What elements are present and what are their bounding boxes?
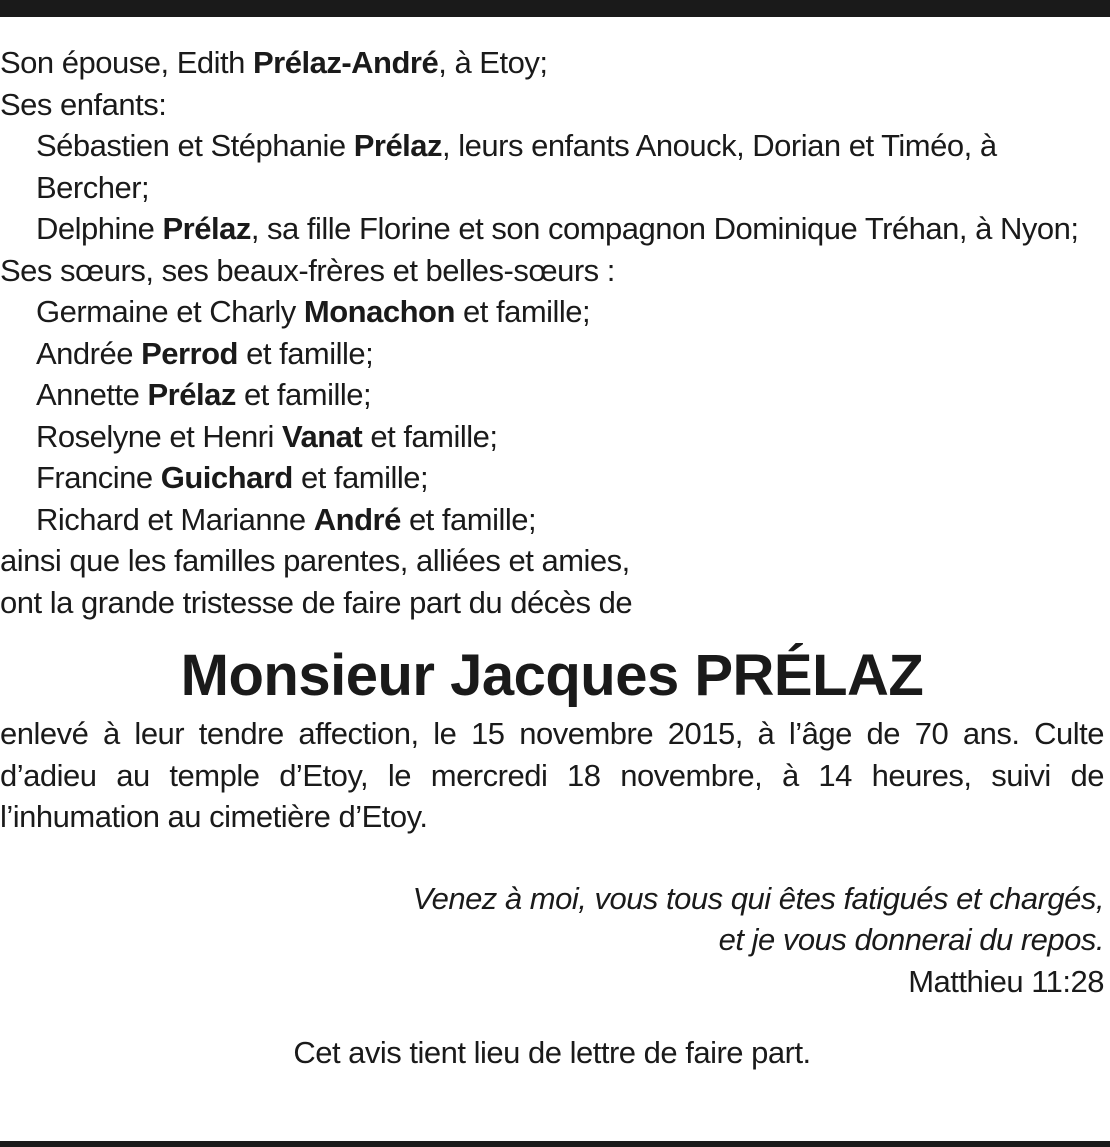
child-surname: Prélaz [162, 211, 251, 246]
child-suffix: , sa fille Florine et son compagnon Dominique Tréhan, à Nyon; [250, 211, 1079, 246]
deceased-name: Monsieur Jacques PRÉLAZ [180, 643, 924, 708]
sibling-entry [0, 374, 1104, 416]
sibling-suffix: et famille; [235, 377, 372, 412]
details-paragraph: enlevé à leur tendre affection, le 15 novembre 2015, à l’âge de 70 ans. Culte d’adieu au temple d’Etoy, le mercredi 18 novembre, à 14 heures, suivi de l’inhumation au cimetière d’Etoy. [0, 716, 1104, 834]
sibling-prefix: Richard et Marianne [36, 501, 314, 537]
sibling-prefix: Roselyne et Henri [36, 418, 283, 454]
sibling-prefix: Andrée [36, 335, 142, 371]
sibling-surname: Perrod [141, 335, 238, 371]
spouse-name: Prélaz-André [252, 45, 439, 80]
sibling-prefix: Annette [36, 377, 148, 412]
spouse-suffix: , à Etoy; [438, 45, 548, 80]
sibling-suffix: et famille; [292, 460, 429, 495]
spouse-line [0, 42, 1104, 84]
sibling-suffix: et famille; [400, 501, 537, 537]
verse-line-2: et je vous donnerai du repos. [718, 922, 1104, 957]
verse-reference: Matthieu 11:28 [908, 963, 1104, 999]
bible-verse [0, 878, 1104, 961]
child-entry [0, 208, 1104, 250]
sibling-entry [0, 333, 1104, 375]
obituary-notice [0, 42, 1104, 1074]
sibling-suffix: et famille; [238, 335, 374, 371]
sibling-surname: Prélaz [147, 377, 236, 412]
spouse-prefix: Son épouse, Edith [0, 45, 253, 80]
sibling-prefix: Germaine et Charly [36, 294, 304, 329]
top-rule [0, 0, 1110, 17]
families-line: ainsi que les familles parentes, alliées et amies, [0, 543, 630, 578]
sibling-entry [0, 457, 1104, 499]
sibling-entry [0, 291, 1104, 333]
sibling-prefix: Francine [36, 460, 161, 495]
child-entry [0, 125, 1104, 208]
child-prefix: Sébastien et Stéphanie [36, 128, 354, 163]
sibling-entry [0, 416, 1104, 458]
sibling-surname: Monachon [303, 294, 455, 329]
announce-line: ont la grande tristesse de faire part du décès de [0, 584, 633, 620]
sibling-surname: Vanat [282, 418, 363, 454]
sibling-surname: Guichard [160, 460, 293, 495]
sibling-entry [0, 499, 1104, 541]
bottom-rule [0, 1141, 1110, 1147]
siblings-heading: Ses sœurs, ses beaux-frères et belles-sœurs : [0, 252, 615, 288]
sibling-surname: André [313, 501, 401, 537]
children-heading: Ses enfants: [0, 86, 167, 122]
child-prefix: Delphine [36, 211, 163, 246]
child-suffix: , leurs enfants Anouck, Dorian et Timéo, à Bercher; [36, 128, 997, 205]
child-surname: Prélaz [353, 128, 443, 163]
verse-line-1: Venez à moi, vous tous qui êtes fatigués et chargés, [412, 880, 1104, 916]
sibling-suffix: et famille; [362, 418, 498, 454]
closing-note: Cet avis tient lieu de lettre de faire part. [293, 1035, 811, 1070]
sibling-suffix: et famille; [454, 294, 591, 329]
